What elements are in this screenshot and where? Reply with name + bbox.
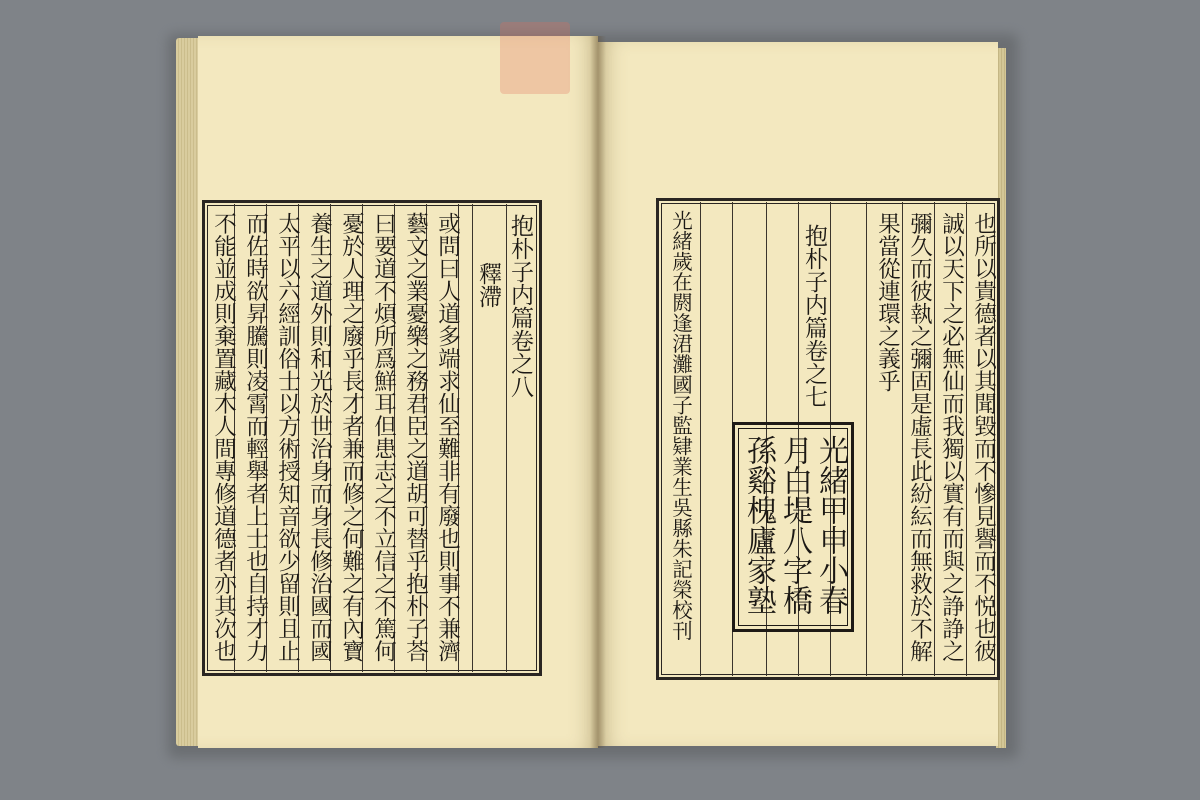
library-stamp-watermark (500, 22, 570, 94)
chapter-title: 抱朴子内篇卷之七 (801, 224, 827, 408)
left-page-edges (176, 38, 200, 746)
book-gutter (590, 36, 606, 748)
seal-column: 光緒甲申小春 (813, 435, 848, 615)
text-column: 藝文之業憂樂之務君臣之道胡可替乎抱朴子荅 (402, 212, 429, 662)
text-column: 果當從連環之義乎 (874, 212, 901, 392)
colophon-text: 光緒歲在閼逢涒灘國子監肄業生吳縣朱記榮校刊 (668, 210, 693, 641)
chapter-subtitle: 釋滯 (475, 262, 501, 308)
text-column: 憂於人理之廢乎長才者兼而修之何難之有內寶 (338, 212, 365, 662)
text-column: 養生之道外則和光於世治身而身長修治國而國 (306, 212, 333, 662)
text-column: 曰要道不煩所爲鮮耳但患志之不立信之不篤何 (370, 212, 397, 662)
seal-column: 月白堤八字橋 (777, 435, 812, 615)
publisher-seal-box (732, 422, 854, 632)
text-column: 而佐時欲昇騰則凌霄而輕舉者上士也自持才力 (242, 212, 269, 662)
text-column: 太平以六經訓俗士以方術授知音欲少留則且止 (274, 212, 301, 662)
text-column: 或問曰人道多端求仙至難非有廢也則事不兼濟 (434, 212, 461, 662)
text-column: 不能並成則棄置藏木人間專修道德者亦其次也 (210, 212, 237, 662)
text-column: 也所以貴德者以其聞毀而不慘見譽而不悦也彼 (970, 212, 997, 662)
chapter-title: 抱朴子内篇卷之八 (507, 214, 533, 398)
text-column: 彌久而彼執之彌固是虛長此紛紜而無救於不解 (906, 212, 933, 662)
text-column: 誠以天下之必無仙而我獨以實有而與之諍諍之 (938, 212, 965, 662)
seal-column: 孫谿槐廬家塾 (741, 435, 776, 615)
